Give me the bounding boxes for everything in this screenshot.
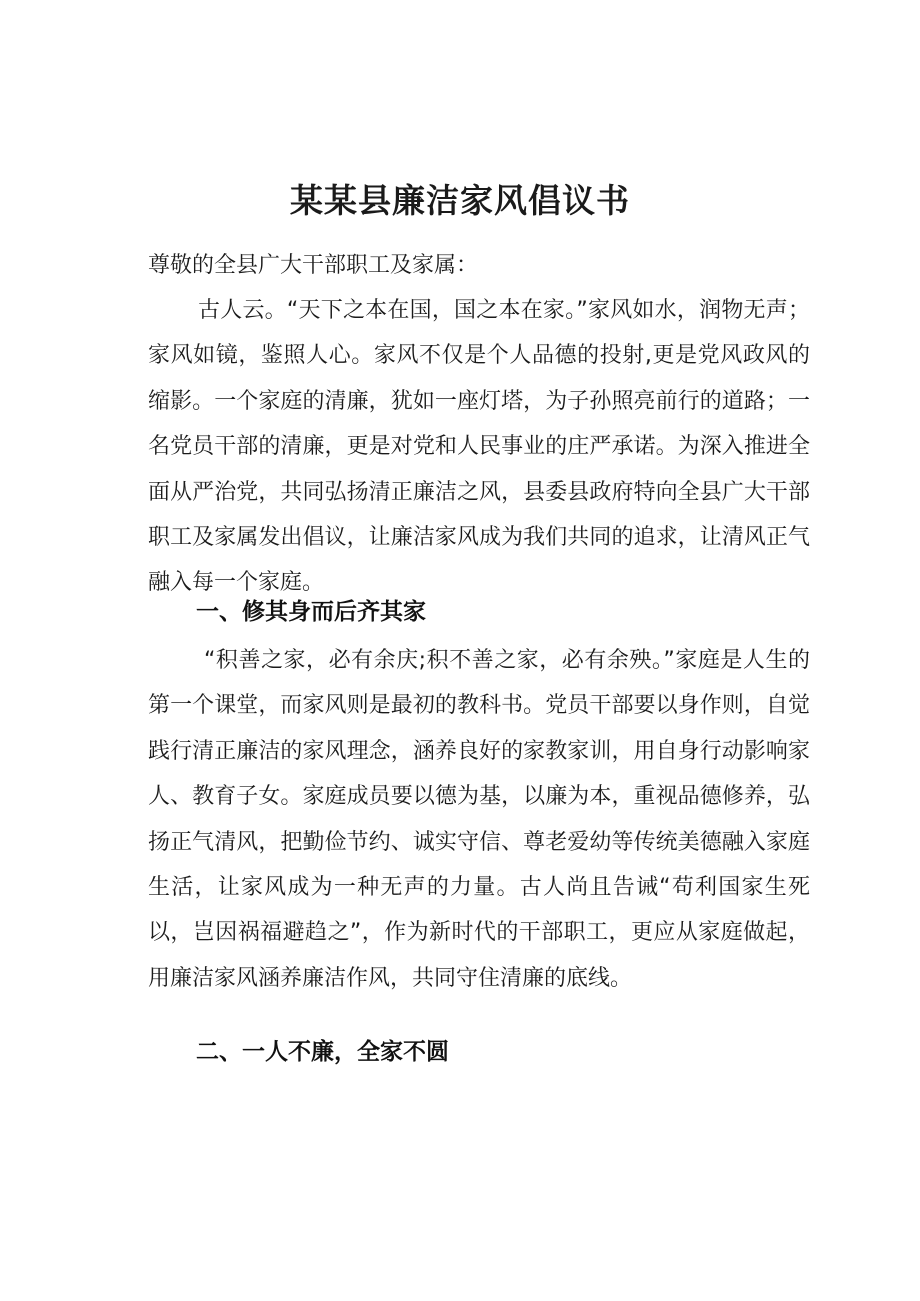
section-heading-1: 一、修其身而后齐其家 <box>196 599 426 625</box>
intro-paragraph: 古人云。“天下之本在国，国之本在家。”家风如水，润物无声；家风如镜，鉴照人心。家风不仅是个人品德的投射,更是党风政风的缩影。一个家庭的清廉，犹如一座灯塔，为子孙照亮前行的道路；一名党员干部的清廉，更是对党和人民事业的庄严承诺。为深入推进全面从严治党，共同弘扬清正廉洁之风，县委县政府特向全县广大干部职工及家属发出倡议，让廉洁家风成为我们共同的追求，让清风正气融入每一个家庭。 <box>148 298 810 596</box>
document-title: 某某县廉洁家风倡议书 <box>290 181 630 221</box>
salutation: 尊敬的全县广大干部职工及家属： <box>148 253 479 278</box>
section-1-paragraph: “积善之家，必有余庆;积不善之家，必有余殃。”家庭是人生的第一个课堂，而家风则是最初的教科书。党员干部要以身作则，自觉践行清正廉洁的家风理念，涵养良好的家教家训，用自身行动影响家人、教育子女。家庭成员要以德为基，以廉为本，重视品德修养，弘扬正气清风，把勤俭节约、诚实守信、尊老爱幼等传统美德融入家庭生活，让家风成为一种无声的力量。古人尚且告诫“苟利国家生死以，岂因祸福避趋之”，作为新时代的干部职工，更应从家庭做起，用廉洁家风涵养廉洁作风，共同守住清廉的底线。 <box>148 648 810 991</box>
section-heading-2: 二、一人不廉，全家不圆 <box>196 1039 449 1065</box>
